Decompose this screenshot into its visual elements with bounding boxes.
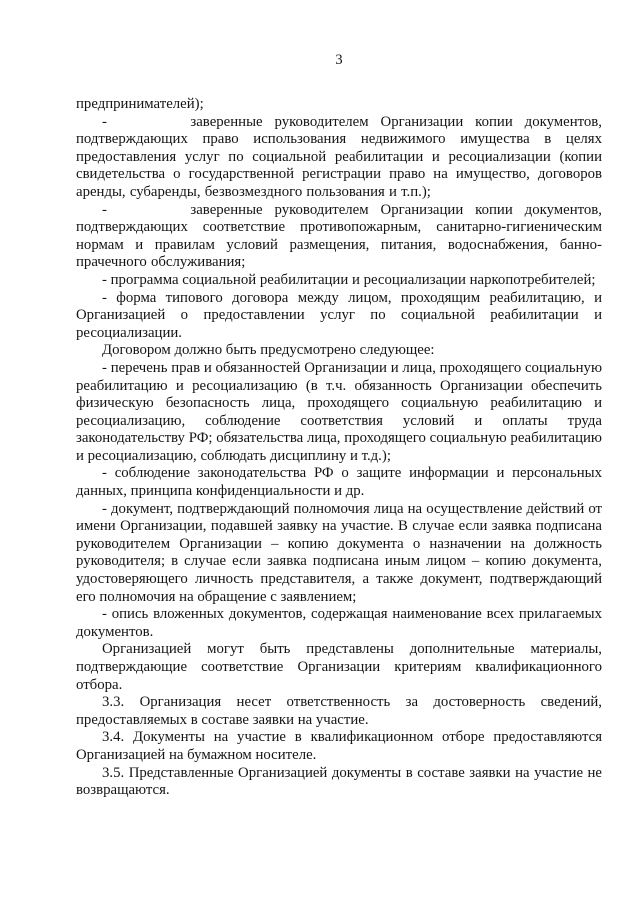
- clause-3-3: 3.3. Организация несет ответственность за достоверность сведений, предоставляемых в составе заявки на участие.: [76, 694, 602, 728]
- list-item-data-protection: - соблюдение законодательства РФ о защите информации и персональных данных, принципа конфиденциальности и др.: [76, 465, 602, 500]
- paragraph-continuation: предпринимателей);: [76, 96, 204, 112]
- page-number: 3: [335, 52, 343, 68]
- clause-3-4: 3.4. Документы на участие в квалификационном отборе предоставляются Организацией на бумажном носителе.: [76, 729, 602, 763]
- list-item-rehabilitation-program: - программа социальной реабилитации и ресоциализации наркопотребителей;: [102, 271, 596, 288]
- paragraph-contract-provisions: Договором должно быть предусмотрено следующее:: [102, 342, 435, 359]
- paragraph-additional-materials: Организацией могут быть представлены дополнительные материалы, подтверждающие соответствие Организации критериям квалификационного отбора.: [76, 641, 602, 693]
- list-item-authority-document: - документ, подтверждающий полномочия лица на осуществление действий от имени Организации, подавшей заявку на участие. В случае если заявка подписана руководителем Организации – копию документа о назначении на должность руководителя; в случае если заявка подписана иным лицом – копию документа, удостоверяющего личность представителя, а также документ, подтверждающий его полномочия на обращение с заявлением;: [76, 500, 602, 605]
- clause-3-5: 3.5. Представленные Организацией документы в составе заявки на участие не возвращаются.: [76, 764, 602, 799]
- list-item-inventory: - опись вложенных документов, содержащая наименование всех прилагаемых документов.: [76, 606, 602, 640]
- list-item-compliance-documents: - заверенные руководителем Организации копии документов, подтверждающих соответствие противопожарным, санитарно-гигиеническим нормам и правилам условий размещения, питания, водоснабжения, банно-прачечного обслуживания;: [76, 201, 602, 271]
- list-item-contract-form: - форма типового договора между лицом, проходящим реабилитацию, и Организацией о предоставлении услуг по социальной реабилитации и ресоциализации.: [76, 289, 602, 341]
- list-item-property-documents: - заверенные руководителем Организации копии документов, подтверждающих право использования недвижимого имущества в целях предоставления услуг по социальной реабилитации и ресоциализации (копии свидетельства о государственной регистрации право на имущество, договоров аренды, субаренды, безвозмездного пользования и т.п.);: [76, 113, 602, 200]
- document-body: [76, 96, 602, 800]
- list-item-rights-obligations: - перечень прав и обязанностей Организации и лица, проходящего социальную реабилитацию и ресоциализацию (в т.ч. обязанность Организации обеспечить физическую безопасность лица, проходящего социальную реабилитацию и ресоциализацию, соблюдение соответствия условий и оплаты труда законодательству РФ; обязательства лица, проходящего социальную реабилитацию и ресоциализацию, соблюдать дисциплину и т.д.);: [76, 359, 602, 464]
